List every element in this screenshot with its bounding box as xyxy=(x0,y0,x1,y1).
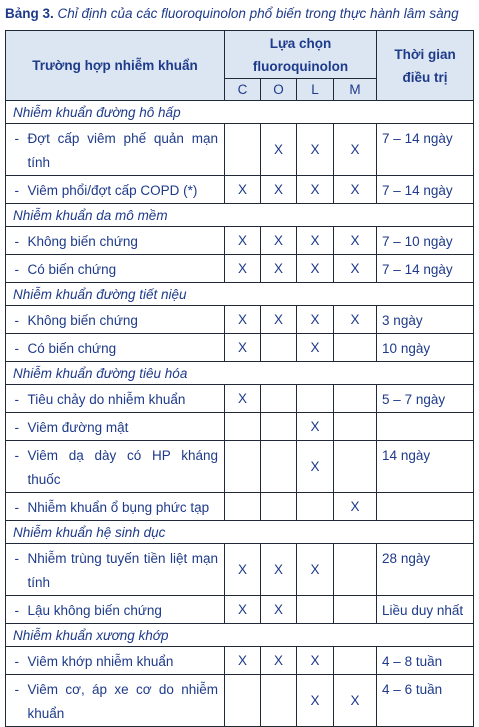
infection-case-label: Không biến chứng xyxy=(28,306,225,334)
mark-cell-c xyxy=(225,413,261,441)
mark-cell-m: X xyxy=(334,176,377,204)
mark-cell-o: X xyxy=(261,255,297,283)
infection-case-label: Viêm đường mật xyxy=(28,413,225,441)
mark-cell-c xyxy=(225,675,261,727)
section-row xyxy=(6,521,474,544)
mark-cell-m xyxy=(334,413,377,441)
mark-cell-o xyxy=(261,675,297,727)
duration-cell: Liều duy nhất xyxy=(377,596,474,624)
table-row xyxy=(6,306,474,334)
mark-cell-m: X xyxy=(334,675,377,727)
mark-cell-c: X xyxy=(225,544,261,596)
duration-cell: 28 ngày xyxy=(377,544,474,596)
mark-cell-o: X xyxy=(261,596,297,624)
mark-cell-c xyxy=(225,124,261,176)
mark-cell-l xyxy=(297,385,334,413)
mark-cell-l: X xyxy=(297,544,334,596)
section-row xyxy=(6,362,474,385)
mark-cell-l: X xyxy=(297,227,334,255)
mark-cell-l: X xyxy=(297,647,334,675)
drug-header-m: M xyxy=(334,79,377,101)
mark-cell-m xyxy=(334,334,377,362)
mark-cell-l: X xyxy=(297,176,334,204)
mark-cell-o: X xyxy=(261,544,297,596)
row-bullet: - xyxy=(6,544,28,596)
infection-case-label: Có biến chứng xyxy=(28,255,225,283)
section-title: Nhiễm khuẩn đường tiết niệu xyxy=(6,283,474,306)
duration-cell xyxy=(377,413,474,441)
infection-case-label: Đợt cấp viêm phế quản mạn tính xyxy=(28,124,225,176)
drug-header-o: O xyxy=(261,79,297,101)
duration-cell: 14 ngày xyxy=(377,441,474,493)
choice-header-line1: Lựa chọn xyxy=(269,35,332,51)
drug-header-l: L xyxy=(297,79,334,101)
section-title: Nhiễm khuẩn đường hô hấp xyxy=(6,101,474,124)
caption-label: Bảng 3. xyxy=(5,6,54,21)
mark-cell-c: X xyxy=(225,255,261,283)
duration-cell: 4 – 8 tuần xyxy=(377,647,474,675)
duration-cell: 4 – 6 tuần xyxy=(377,675,474,727)
infection-case-label: Viêm dạ dày có HP kháng thuốc xyxy=(28,441,225,493)
section-row xyxy=(6,624,474,647)
mark-cell-o: X xyxy=(261,176,297,204)
row-bullet: - xyxy=(6,124,28,176)
section-title: Nhiễm khuẩn hệ sinh dục xyxy=(6,521,474,544)
mark-cell-l: X xyxy=(297,675,334,727)
duration-cell xyxy=(377,493,474,521)
row-bullet: - xyxy=(6,647,28,675)
duration-cell: 10 ngày xyxy=(377,334,474,362)
mark-cell-o xyxy=(261,493,297,521)
mark-cell-c: X xyxy=(225,176,261,204)
infection-case-label: Viêm khớp nhiễm khuẩn xyxy=(28,647,225,675)
table-row xyxy=(6,176,474,204)
mark-cell-c: X xyxy=(225,647,261,675)
table-row xyxy=(6,227,474,255)
row-bullet: - xyxy=(6,441,28,493)
section-title: Nhiễm khuẩn đường tiêu hóa xyxy=(6,362,474,385)
row-bullet: - xyxy=(6,675,28,727)
mark-cell-c: X xyxy=(225,385,261,413)
fluoroquinolone-table xyxy=(5,30,474,727)
mark-cell-m xyxy=(334,385,377,413)
mark-cell-c: X xyxy=(225,227,261,255)
table-caption xyxy=(5,5,477,23)
duration-cell: 7 – 14 ngày xyxy=(377,176,474,204)
mark-cell-m xyxy=(334,596,377,624)
infection-case-label: Lậu không biến chứng xyxy=(28,596,225,624)
choice-header-line2: fluoroquinolon xyxy=(252,58,349,74)
mark-cell-m: X xyxy=(334,493,377,521)
infection-case-label: Có biến chứng xyxy=(28,334,225,362)
duration-cell: 5 – 7 ngày xyxy=(377,385,474,413)
row-bullet: - xyxy=(6,306,28,334)
duration-cell: 3 ngày xyxy=(377,306,474,334)
table-row xyxy=(6,413,474,441)
drug-header-c: C xyxy=(225,79,261,101)
table-row xyxy=(6,493,474,521)
section-title: Nhiễm khuẩn da mô mềm xyxy=(6,204,474,227)
mark-cell-l: X xyxy=(297,441,334,493)
table-row xyxy=(6,124,474,176)
duration-cell: 7 – 14 ngày xyxy=(377,255,474,283)
header-row xyxy=(6,31,474,79)
mark-cell-o xyxy=(261,413,297,441)
case-column-header: Trường hợp nhiễm khuẩn xyxy=(6,31,225,101)
infection-case-label: Tiêu chảy do nhiễm khuẩn xyxy=(28,385,225,413)
mark-cell-c: X xyxy=(225,596,261,624)
mark-cell-m: X xyxy=(334,227,377,255)
mark-cell-l: X xyxy=(297,413,334,441)
infection-case-label: Không biến chứng xyxy=(28,227,225,255)
mark-cell-l xyxy=(297,596,334,624)
mark-cell-c: X xyxy=(225,334,261,362)
mark-cell-m xyxy=(334,647,377,675)
table-row xyxy=(6,647,474,675)
row-bullet: - xyxy=(6,413,28,441)
mark-cell-c xyxy=(225,493,261,521)
row-bullet: - xyxy=(6,596,28,624)
duration-cell: 7 – 10 ngày xyxy=(377,227,474,255)
mark-cell-m xyxy=(334,441,377,493)
mark-cell-o: X xyxy=(261,647,297,675)
mark-cell-o: X xyxy=(261,124,297,176)
choice-column-header xyxy=(225,31,377,79)
row-bullet: - xyxy=(6,493,28,521)
table-row xyxy=(6,675,474,727)
table-row xyxy=(6,385,474,413)
row-bullet: - xyxy=(6,334,28,362)
section-title: Nhiễm khuẩn xương khớp xyxy=(6,624,474,647)
mark-cell-o xyxy=(261,441,297,493)
row-bullet: - xyxy=(6,176,28,204)
mark-cell-m: X xyxy=(334,255,377,283)
row-bullet: - xyxy=(6,255,28,283)
mark-cell-o: X xyxy=(261,227,297,255)
section-row xyxy=(6,283,474,306)
table-row xyxy=(6,334,474,362)
row-bullet: - xyxy=(6,227,28,255)
mark-cell-m: X xyxy=(334,124,377,176)
duration-column-header xyxy=(377,31,474,101)
mark-cell-o xyxy=(261,334,297,362)
table-row xyxy=(6,255,474,283)
table-row xyxy=(6,544,474,596)
mark-cell-l: X xyxy=(297,124,334,176)
row-bullet: - xyxy=(6,385,28,413)
infection-case-label: Viêm cơ, áp xe cơ do nhiễm khuẩn xyxy=(28,675,225,727)
infection-case-label: Nhiễm khuẩn ổ bụng phức tạp xyxy=(28,493,225,521)
table-row xyxy=(6,596,474,624)
section-row xyxy=(6,204,474,227)
caption-text: Chỉ định của các fluoroquinolon phổ biến trong thực hành lâm sàng xyxy=(53,6,459,21)
mark-cell-l: X xyxy=(297,306,334,334)
mark-cell-m xyxy=(334,544,377,596)
mark-cell-m: X xyxy=(334,306,377,334)
section-row xyxy=(6,101,474,124)
mark-cell-l: X xyxy=(297,255,334,283)
mark-cell-o xyxy=(261,385,297,413)
mark-cell-c xyxy=(225,441,261,493)
mark-cell-o: X xyxy=(261,306,297,334)
mark-cell-l xyxy=(297,493,334,521)
mark-cell-c: X xyxy=(225,306,261,334)
duration-header-line1: Thời gian xyxy=(394,46,456,62)
mark-cell-l: X xyxy=(297,334,334,362)
infection-case-label: Viêm phổi/đợt cấp COPD (*) xyxy=(28,176,225,204)
infection-case-label: Nhiễm trùng tuyến tiền liệt mạn tính xyxy=(28,544,225,596)
table-row xyxy=(6,441,474,493)
duration-header-line2: điều trị xyxy=(402,69,448,85)
table-body xyxy=(6,101,474,727)
duration-cell: 7 – 14 ngày xyxy=(377,124,474,176)
